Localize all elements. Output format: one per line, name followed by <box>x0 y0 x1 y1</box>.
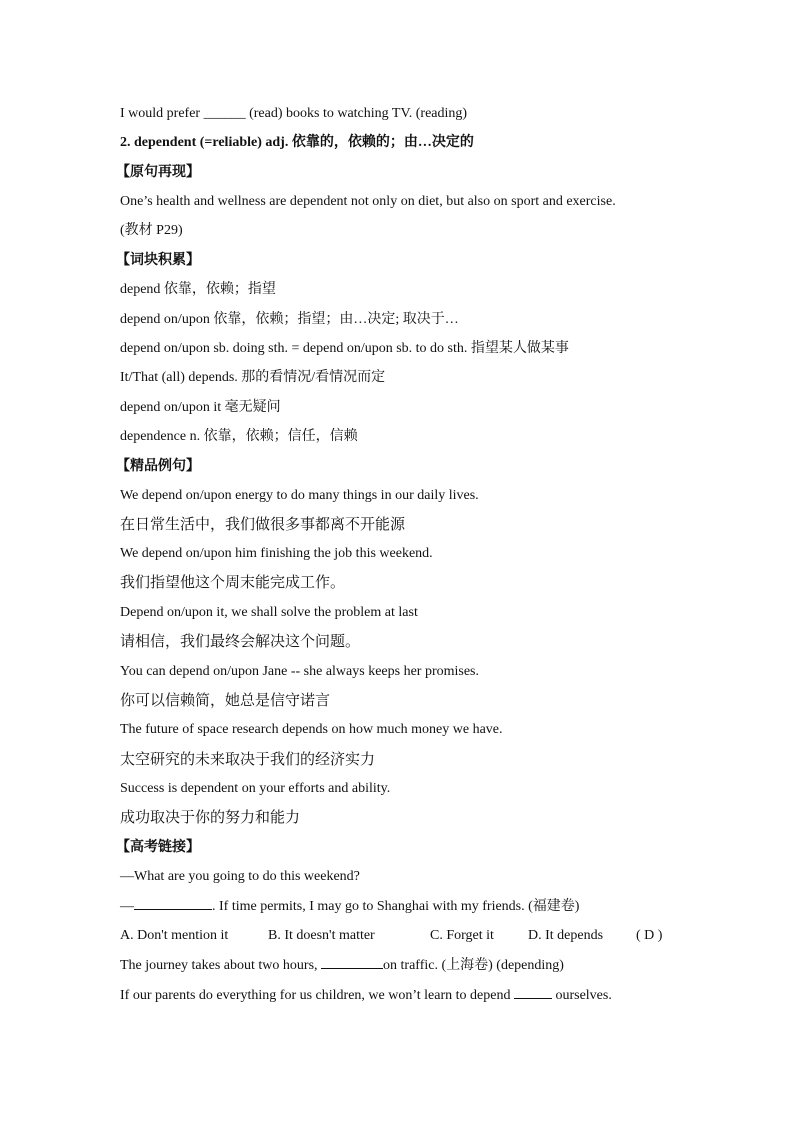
textbook-ref: (教材 P29) <box>120 223 183 238</box>
example-en-2: We depend on/upon him finishing the job this weekend. <box>120 546 433 561</box>
example-en-6: Success is dependent on your efforts and ability. <box>120 781 391 796</box>
answer-blank-3 <box>514 986 552 999</box>
exercise-line-reading: I would prefer ______ (read) books to watching TV. (reading) <box>120 106 468 121</box>
example-cn-5: 太空研究的未来取决于我们的经济实力 <box>120 750 376 768</box>
answer-key: ( D ) <box>636 928 663 943</box>
phrase-depend-on-sb: depend on/upon sb. doing sth. = depend on/upon sb. to do sth. 指望某人做某事 <box>120 341 569 356</box>
answer-blank-1 <box>134 897 212 910</box>
dash-prefix: — <box>120 899 134 914</box>
journey-rest: on traffic. (上海卷) (depending) <box>383 958 564 973</box>
phrase-depend-on: depend on/upon 依靠，依赖；指望；由…决定; 取决于… <box>120 312 459 327</box>
answer-rest: . If time permits, I may go to Shanghai with my friends. (福建卷) <box>212 899 580 914</box>
example-cn-2: 我们指望他这个周末能完成工作。 <box>120 573 346 591</box>
entry-heading-dependent: 2. dependent (=reliable) adj. 依靠的，依赖的；由…决定的 <box>120 135 474 150</box>
section-phrase-accumulation: 【词块积累】 <box>116 252 200 268</box>
journey-text: The journey takes about two hours, <box>120 958 322 973</box>
parents-rest: ourselves. <box>551 988 612 1003</box>
example-en-1: We depend on/upon energy to do many things in our daily lives. <box>120 488 479 503</box>
phrase-it-depends: It/That (all) depends. 那的看情况/看情况而定 <box>120 370 386 385</box>
section-original-sentence: 【原句再现】 <box>116 164 200 180</box>
example-cn-4: 你可以信赖简，她总是信守诺言 <box>120 691 331 709</box>
example-cn-3: 请相信，我们最终会解决这个问题。 <box>120 632 361 650</box>
example-cn-1: 在日常生活中，我们做很多事都离不开能源 <box>120 515 406 533</box>
section-example-sentences: 【精品例句】 <box>116 458 200 474</box>
parents-text: If our parents do everything for us children, we won’t learn to depend <box>120 988 514 1003</box>
option-b: B. It doesn't matter <box>268 928 375 943</box>
section-gaokao-link: 【高考链接】 <box>116 839 200 855</box>
phrase-depend: depend 依靠，依赖；指望 <box>120 282 276 297</box>
example-en-5: The future of space research depends on how much money we have. <box>120 722 503 737</box>
gaokao-answer-line <box>120 897 579 916</box>
option-d: D. It depends <box>528 928 604 943</box>
parents-line <box>120 986 612 1005</box>
option-c: C. Forget it <box>430 928 494 943</box>
example-en-3: Depend on/upon it, we shall solve the problem at last <box>120 605 418 620</box>
journey-line <box>120 956 564 975</box>
options-line <box>120 927 662 945</box>
gaokao-question-1: —What are you going to do this weekend? <box>120 869 360 884</box>
phrase-depend-on-it: depend on/upon it 毫无疑问 <box>120 400 281 415</box>
example-en-4: You can depend on/upon Jane -- she always keeps her promises. <box>120 664 479 679</box>
option-a: A. Don't mention it <box>120 928 229 943</box>
example-cn-6: 成功取决于你的努力和能力 <box>120 808 301 826</box>
original-sentence: One’s health and wellness are dependent not only on diet, but also on sport and exercise. <box>120 194 616 209</box>
answer-blank-2 <box>321 956 383 969</box>
phrase-dependence: dependence n. 依靠，依赖；信任，信赖 <box>120 429 358 444</box>
